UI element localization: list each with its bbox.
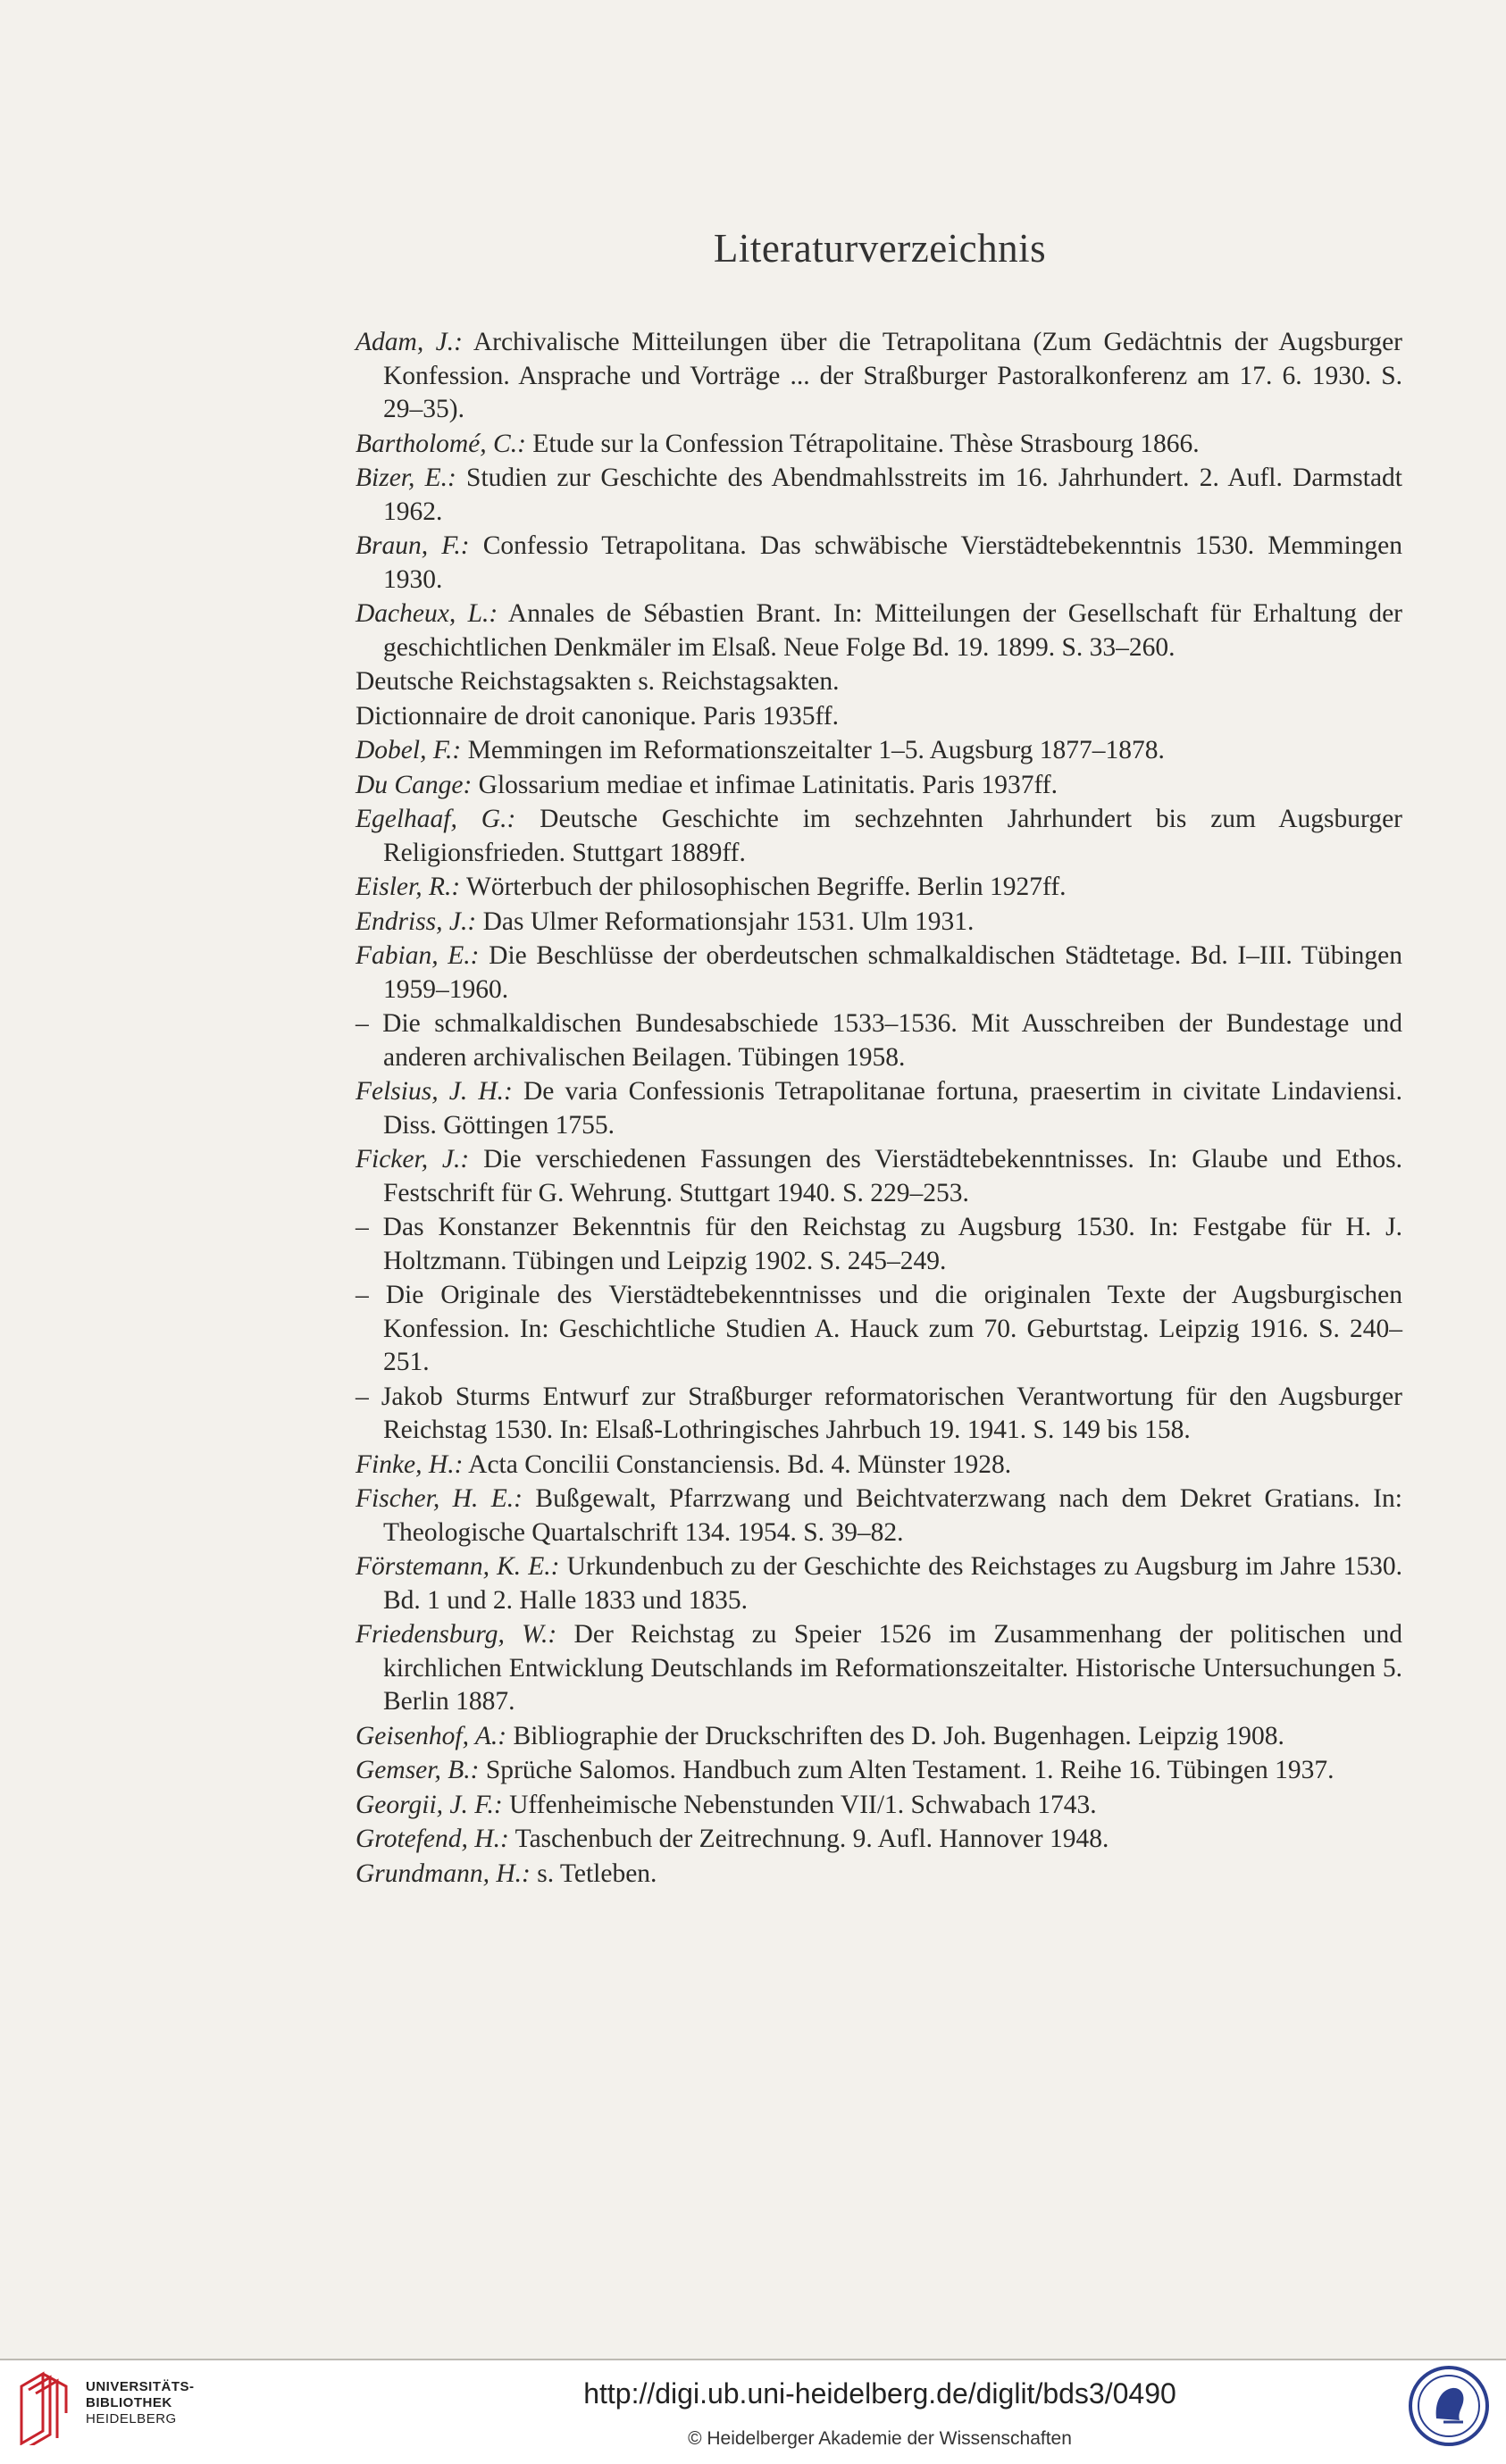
bibliography-entry	[356, 1550, 1402, 1617]
entry-text: De varia Confessionis Tetrapolitanae fortuna, praesertim in civitate Lindaviensi. Diss. Göttingen 1755.	[383, 1077, 1402, 1140]
bibliography-entry	[356, 665, 1402, 699]
bibliography-entry	[356, 1858, 1402, 1892]
entry-author: Bizer, E.:	[356, 464, 456, 492]
entry-author: Georgii, J. F.:	[356, 1790, 503, 1819]
entry-text: Bibliographie der Druckschriften des D. Joh. Bugenhagen. Leipzig 1908.	[506, 1721, 1284, 1750]
entry-text: s. Tetleben.	[530, 1858, 657, 1888]
bibliography-entry	[356, 1143, 1402, 1210]
page-title: Literaturverzeichnis	[713, 226, 1047, 271]
entry-author: Felsius, J. H.:	[356, 1077, 513, 1106]
entry-author: Friedensburg, W.:	[356, 1620, 557, 1649]
entry-text: – Das Konstanzer Bekenntnis für den Reichstag zu Augsburg 1530. In: Festgabe für H. J. Holtzmann. Tübingen und Leipzig 1902. S. 245–249.	[356, 1213, 1402, 1275]
entry-text: Das Ulmer Reformationsjahr 1531. Ulm 1931.	[476, 906, 975, 936]
entry-text: – Die Originale des Vierstädtebekenntnisses und die originalen Texte der Augsburgischen Konfession. In: Geschichtliche Studien A. Hauck zum 70. Geburtstag. Leipzig 1916. S. 240–251.	[356, 1281, 1402, 1376]
bibliography-entry	[356, 1007, 1402, 1074]
entry-author: Gemser, B.:	[356, 1756, 480, 1784]
entry-author: Dobel, F.:	[356, 736, 462, 764]
entry-text: Der Reichstag zu Speier 1526 im Zusammenhang der politischen und kirchlichen Entwicklung Deutschlands im Reformationszeitalter. Historische Untersuchungen 5. Berlin 1887.	[383, 1620, 1402, 1716]
library-name-line: HEIDELBERG	[86, 2411, 177, 2426]
bibliography-entry	[356, 1720, 1402, 1754]
bibliography-entry	[356, 1075, 1402, 1142]
academy-seal-icon	[1408, 2365, 1490, 2447]
entry-author: Du Cange:	[356, 770, 473, 799]
bibliography-entry	[356, 769, 1402, 803]
bibliography-entry	[356, 700, 1402, 734]
entry-text: Bußgewalt, Pfarrzwang und Beichtvaterzwang nach dem Dekret Gratians. In: Theologische Quartalschrift 134. 1954. S. 39–82.	[383, 1484, 1403, 1547]
entry-text: Wörterbuch der philosophischen Begriffe. Berlin 1927ff.	[460, 873, 1067, 901]
bibliography-entry	[356, 1823, 1402, 1857]
bibliography-entry	[356, 1211, 1402, 1278]
entry-text: Acta Concilii Constanciensis. Bd. 4. Münster 1928.	[463, 1449, 1012, 1479]
library-name-line: UNIVERSITÄTS-	[86, 2379, 195, 2394]
entry-text: Urkundenbuch zu der Geschichte des Reichstages zu Augsburg im Jahre 1530. Bd. 1 und 2. Halle 1833 und 1835.	[383, 1552, 1403, 1615]
entry-text: Dictionnaire de droit canonique. Paris 1935ff.	[356, 701, 839, 731]
entry-author: Endriss, J.:	[356, 906, 477, 936]
library-name-line: BIBLIOTHEK	[86, 2395, 172, 2410]
entry-text: Archivalische Mitteilungen über die Tetrapolitana (Zum Gedächtnis der Augsburger Konfession. Ansprache und Vorträge ... der Straßburger Pastoralkonferenz am 17. 6. 1930. S. 29–35).	[383, 328, 1402, 423]
bibliography-entry	[356, 871, 1402, 905]
bibliography-entry	[356, 1449, 1402, 1483]
entry-author: Egelhaaf, G.:	[356, 805, 516, 833]
entry-text: Deutsche Reichstagsakten s. Reichstagsakten.	[356, 667, 840, 696]
entry-author: Finke, H.:	[356, 1449, 464, 1479]
entry-text: Studien zur Geschichte des Abendmahlsstreits im 16. Jahrhundert. 2. Aufl. Darmstadt 1962.	[383, 464, 1402, 526]
bibliography-entry	[356, 530, 1402, 597]
entry-text: Die Beschlüsse der oberdeutschen schmalkaldischen Städtetage. Bd. I–III. Tübingen 1959–1960.	[383, 941, 1402, 1004]
source-url-link[interactable]: http://digi.ub.uni-heidelberg.de/diglit/bds3/0490	[583, 2377, 1176, 2410]
entry-author: Förstemann, K. E.:	[356, 1552, 560, 1581]
entry-author: Braun, F.:	[356, 531, 470, 560]
bibliography-list	[356, 326, 1402, 1892]
entry-author: Ficker, J.:	[356, 1145, 470, 1174]
bibliography-entry	[356, 1754, 1402, 1788]
entry-author: Geisenhof, A.:	[356, 1721, 507, 1750]
entry-text: Confessio Tetrapolitana. Das schwäbische Vierstädtebekenntnis 1530. Memmingen 1930.	[383, 531, 1403, 594]
entry-text: Deutsche Geschichte im sechzehnten Jahrhundert bis zum Augsburger Religionsfrieden. Stuttgart 1889ff.	[383, 805, 1402, 867]
entry-author: Adam, J.:	[356, 328, 463, 356]
entry-text: Sprüche Salomos. Handbuch zum Alten Testament. 1. Reihe 16. Tübingen 1937.	[479, 1756, 1334, 1784]
bibliography-entry	[356, 906, 1402, 940]
bibliography-entry	[356, 1381, 1402, 1448]
bibliography-entry	[356, 803, 1402, 870]
entry-text: Die verschiedenen Fassungen des Vierstädtebekenntnisses. In: Glaube und Ethos. Festschrift für G. Wehrung. Stuttgart 1940. S. 229–253.	[383, 1145, 1402, 1207]
entry-author: Fabian, E.:	[356, 941, 480, 970]
bibliography-entry	[356, 428, 1402, 462]
bibliography-entry	[356, 1789, 1402, 1823]
entry-author: Eisler, R.:	[356, 873, 461, 901]
bibliography-entry	[356, 326, 1402, 427]
entry-text: – Die schmalkaldischen Bundesabschiede 1533–1536. Mit Ausschreiben der Bundestage und anderen archivalischen Beilagen. Tübingen 1958.	[356, 1009, 1402, 1072]
bibliography-entry	[356, 597, 1402, 664]
bibliography-entry	[356, 1279, 1402, 1380]
entry-author: Grotefend, H.:	[356, 1825, 509, 1853]
entry-text: Glossarium mediae et infimae Latinitatis. Paris 1937ff.	[472, 770, 1058, 799]
entry-author: Bartholomé, C.:	[356, 429, 526, 458]
entry-text: Uffenheimische Nebenstunden VII/1. Schwabach 1743.	[502, 1790, 1097, 1819]
bibliography-entry	[356, 462, 1402, 529]
bibliography-entry	[356, 734, 1402, 768]
copyright-notice: © Heidelberger Akademie der Wissenschaften	[688, 2428, 1072, 2449]
bibliography-entry	[356, 1483, 1402, 1549]
entry-text: – Jakob Sturms Entwurf zur Straßburger reformatorischen Verantwortung für den Augsburger Reichstag 1530. In: Elsaß-Lothringisches Jahrbuch 19. 1941. S. 149 bis 158.	[356, 1382, 1402, 1444]
entry-text: Memmingen im Reformationszeitalter 1–5. Augsburg 1877–1878.	[461, 736, 1165, 764]
entry-author: Fischer, H. E.:	[356, 1484, 523, 1513]
bibliography-entry	[356, 1618, 1402, 1719]
entry-text: Annales de Sébastien Brant. In: Mitteilungen der Gesellschaft für Erhaltung der geschichtlichen Denkmäler im Elsaß. Neue Folge Bd. 19. 1899. S. 33–260.	[383, 599, 1402, 662]
entry-text: Taschenbuch der Zeitrechnung. 9. Aufl. Hannover 1948.	[508, 1825, 1109, 1853]
entry-author: Dacheux, L.:	[356, 599, 498, 628]
entry-author: Grundmann, H.:	[356, 1858, 531, 1888]
entry-text: Etude sur la Confession Tétrapolitaine. Thèse Strasbourg 1866.	[525, 429, 1200, 458]
bibliography-entry	[356, 940, 1402, 1006]
